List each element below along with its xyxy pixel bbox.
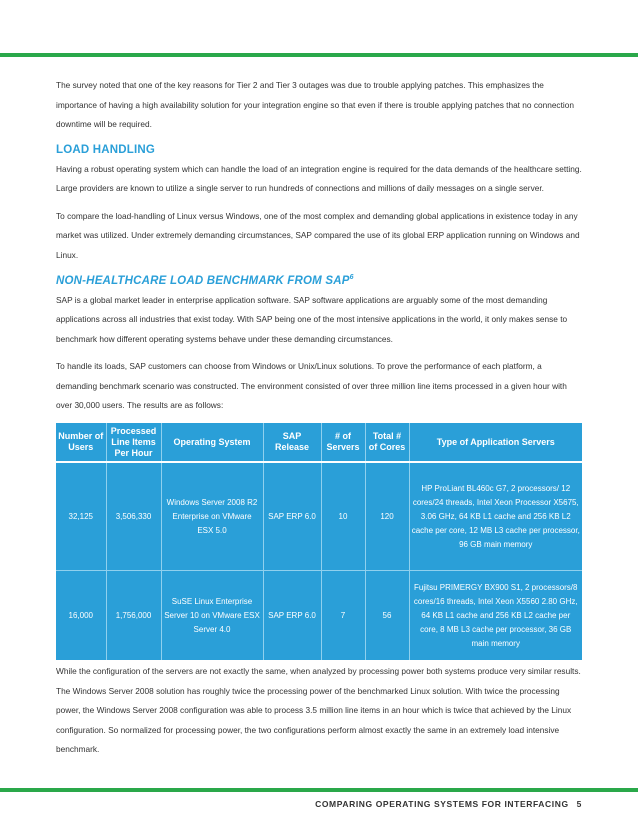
- header-sap-release: SAP Release: [263, 423, 321, 462]
- cell-sap-release: SAP ERP 6.0: [263, 571, 321, 661]
- cell-cores: 120: [365, 462, 409, 571]
- table-row: [56, 571, 582, 661]
- header-operating-system: Operating System: [161, 423, 263, 462]
- header-total-cores: Total # of Cores: [365, 423, 409, 462]
- cell-os: SuSE Linux Enterprise Server 10 on VMware ESX Server 4.0: [161, 571, 263, 661]
- header-number-of-users: Number of Users: [56, 423, 106, 462]
- footer-title: COMPARING OPERATING SYSTEMS FOR INTERFACING: [315, 799, 569, 809]
- benchmark-heading-text: NON-HEALTHCARE LOAD BENCHMARK FROM SAP: [56, 274, 350, 287]
- header-number-of-servers: # of Servers: [321, 423, 365, 462]
- intro-paragraph: The survey noted that one of the key reasons for Tier 2 and Tier 3 outages was due to trouble applying patches. This emphasizes the importance of having a high availability solution for your integration engine so that even if there is trouble applying patches that no connection downtime will be required.: [56, 80, 574, 129]
- table-row: [56, 462, 582, 571]
- header-processed-line-items: Processed Line Items Per Hour: [106, 423, 161, 462]
- cell-users: 32,125: [56, 462, 106, 571]
- main-content: [56, 76, 584, 424]
- benchmark-results-table: [56, 423, 582, 660]
- conclusion-section: [56, 662, 584, 768]
- page-footer: [315, 799, 582, 809]
- cell-servers: 7: [321, 571, 365, 661]
- page-number: 5: [576, 799, 582, 809]
- benchmark-paragraph-1: SAP is a global market leader in enterprise application software. SAP software applications are arguably some of the most demanding applications across all industries that exist today. With SAP being one of the most intensive applications in the world, it only makes sense to benchmark how different operating systems behave under these demanding circumstances.: [56, 294, 568, 344]
- header-application-servers: Type of Application Servers: [409, 423, 582, 462]
- load-handling-paragraph-1: Having a robust operating system which can handle the load of an integration engine is required for the data demands of the healthcare setting. Large providers are known to utilize a single server to run hundreds of connections and millions of daily messages on a single server.: [56, 163, 582, 193]
- cell-cores: 56: [365, 571, 409, 661]
- cell-app-servers: Fujitsu PRIMERGY BX900 S1, 2 processors/8 cores/16 threads, Intel Xeon X5560 2.80 GHz, 64 KB L1 cache and 256 KB L2 cache per core, 8 MB L3 cache per processor, 36 GB main memory: [409, 571, 582, 661]
- cell-line-items: 3,506,330: [106, 462, 161, 571]
- conclusion-paragraph: While the configuration of the servers are not exactly the same, when analyzed by processing power both systems produce very similar results. The Windows Server 2008 solution has roughly twice the processing power of the benchmarked Linux solution. With twice the processing power, the Windows Server 2008 configuration was able to process 3.5 million line items in an hour which is twice that achieved by the Linux configuration. So normalized for processing power, the two configurations perform almost exactly the same in an extremely load intensive benchmark.: [56, 666, 581, 754]
- cell-sap-release: SAP ERP 6.0: [263, 462, 321, 571]
- benchmark-paragraph-2: To handle its loads, SAP customers can choose from Windows or Unix/Linux solutions. To prove the performance of each platform, a demanding benchmark scenario was constructed. The environment consisted of over three million line items processed in a given hour with over 30,000 users. The results are as follows:: [56, 361, 567, 411]
- cell-servers: 10: [321, 462, 365, 571]
- cell-users: 16,000: [56, 571, 106, 661]
- cell-os: Windows Server 2008 R2 Enterprise on VMware ESX 5.0: [161, 462, 263, 571]
- top-accent-rule: [0, 53, 638, 57]
- cell-line-items: 1,756,000: [106, 571, 161, 661]
- benchmark-footnote-ref: 6: [349, 274, 354, 281]
- table-header-row: [56, 423, 582, 462]
- benchmark-heading: [56, 274, 584, 287]
- load-handling-paragraph-2: To compare the load-handling of Linux versus Windows, one of the most complex and demanding global applications in existence today in any market was utilized. Under extremely demanding circumstances, SAP compared the use of its global ERP application running on Windows and Linux.: [56, 210, 580, 260]
- cell-app-servers: HP ProLiant BL460c G7, 2 processors/ 12 cores/24 threads, Intel Xeon Processor X5675, 3.06 GHz, 64 KB L1 cache and 256 KB L2 cache per core, 12 MB L3 cache per processor, 96 GB main memory: [409, 462, 582, 571]
- bottom-accent-rule: [0, 788, 638, 792]
- load-handling-heading: LOAD HANDLING: [56, 143, 156, 156]
